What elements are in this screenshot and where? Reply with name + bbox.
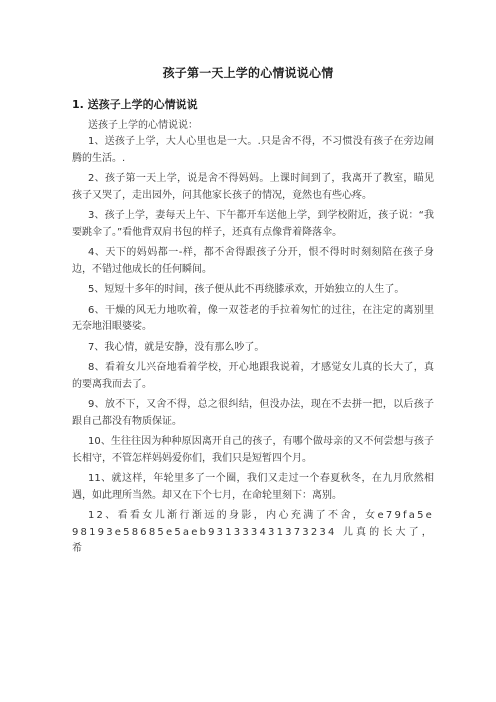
paragraph-5: 5、短短十多年的时间，孩子便从此不再绕膝承欢，开始独立的人生了。 [88,284,405,295]
paragraph-8: 8、看着女儿兴奋地看着学校，开心地跟我说着，才感觉女儿真的长大了，真的要离我而去了。 [72,362,434,390]
section-heading: 1. 送孩子上学的心情说说 [72,98,198,111]
intro-line: 送孩子上学的心情说说： [88,120,198,131]
paragraph-7: 7、我心情，就是安静，没有那么吵了。 [88,341,265,353]
document-body [72,134,434,562]
document-title: 孩子第一天上学的心情说说心情 [162,66,334,80]
paragraph-2: 2、孩子第一天上学，说是舍不得妈妈。上课时间到了，我离开了教室，瞄见孩子又哭了，走出园外，问其他家长孩子的情况，竟然也有些心疼。 [72,173,434,201]
paragraph-10: 10、生往往因为种种原因离开自己的孩子，有哪个做母亲的又不何尝想与孩子长相守，不管怎样妈妈爱你们，我们只是短暂四个月。 [72,436,434,464]
paragraph-3: 3、孩子上学，妻每天上午、下午都开车送他上学，到学校附近，孩子说：“我要跳伞了。”看他背双肩书包的样子，还真有点像背着降落伞。 [72,210,434,238]
paragraph-1: 1、送孩子上学，大人心里也是一大。.只是舍不得，不习惯没有孩子在旁边闹腾的生活。. [72,136,434,164]
paragraph-11: 11、就这样，年轮里多了一个圈，我们又走过一个春夏秋冬，在九月欣然相遇，如此理所当然。却又在下个七月，在命轮里刻下：离别。 [72,473,434,501]
paragraph-4: 4、天下的妈妈都一-样，都不舍得跟孩子分开，恨不得时时刻刻陪在孩子身边，不错过他成长的任何瞬间。 [72,247,434,275]
paragraph-9: 9、放不下，又舍不得，总之很纠结，但没办法，现在不去拼一把，以后孩子跟自己都没有物质保证。 [72,399,434,427]
paragraph-12: 12、看看女儿渐行渐远的身影，内心充满了不舍，女e79fa5e98193e58685e5aeb931333431373234 儿真的长大了，希 [72,510,434,554]
paragraph-6: 6、干燥的风无力地吹着，像一双苍老的手拉着匆忙的过往，在注定的离别里无奈地泪眼婆娑。 [72,304,434,332]
